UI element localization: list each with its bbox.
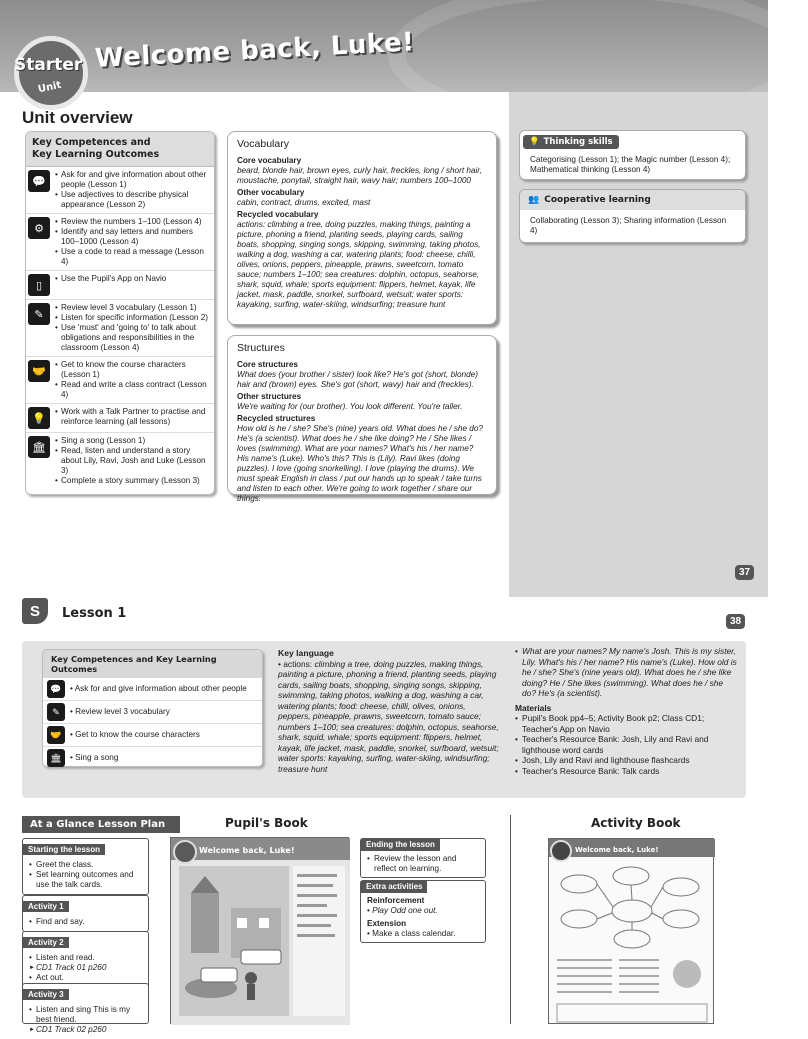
cooperative-learning-tag: 👥 Cooperative learning xyxy=(520,190,745,210)
kc-row xyxy=(26,271,214,300)
learn-icon: ✎ xyxy=(28,303,50,325)
unit-label: Unit xyxy=(37,79,63,96)
kc-outcome: • Complete a story summary (Lesson 3) xyxy=(55,476,212,486)
activity-book-title: Activity Book xyxy=(591,816,681,830)
pb-thumb-title: Welcome back, Luke! xyxy=(199,846,295,855)
material-item: • Teacher's Resource Bank: Talk cards xyxy=(515,766,737,777)
activity-book-thumbnail xyxy=(548,838,714,1024)
key-language-text: climbing a tree, doing puzzles, making things, painting a picture, phoning a friend, planting seeds, playing cards, sailing boats, shopping, singing songs, skipping, swimming, taking photos, walking a dog, washing a car, watering plants; food: cheese, chilli, olives, onions, peppers, pineapple, prawns, sweetcorn, tomato sauce; numbers 1–100; sea creatures: dolphin, octopus, seahorse, shark, squid, whale; sports equipment: flippers, helmet, kayak, life jacket, mask, paddle, snorkel, surfboard, wetsuit; water sports: kayaking, surfing, water-skiing, windsurfing; treasure hunt xyxy=(278,658,499,774)
kc-row xyxy=(26,404,214,433)
activity-3-box: Activity 3 • Listen and sing This is my best friend. ► CD1 Track 02 p260 xyxy=(22,983,149,1024)
lesson-kc-outcome: Get to know the course characters xyxy=(75,730,200,739)
ending-lesson-box: Ending the lesson • Review the lesson and reflect on learning. xyxy=(360,838,486,878)
page-number-37: 37 xyxy=(735,565,754,580)
kc-row xyxy=(26,357,214,404)
vocabulary-card: Vocabulary Core vocabulary beard, blonde hair, brown eyes, curly hair, freckles, long / short hair, moustache, ponytail, straight hair, wavy hair; numbers 100–1000 Other vocabulary cabin, contract, drums, excited, mast Recycled vocabulary actions: climbing a tree, doing puzzles, making things, painting a picture, phoning a friend, planting seeds, playing cards, sailing boats, shopping, singing songs, skipping, swimming, taking photos, walking a dog, washing a car, watering plants; food: cheese, chilli, olives, onions, peppers, pineapple, prawns, sweetcorn, tomato sauce; numbers 1–100; sea creatures: dolphin, octopus, seahorse, shark, squid, whale; sports equipment: flippers, helmet, kayak, life jacket, mask, paddle, snorkel, surfboard, wetsuit; water sports: kayaking, surfing, water-skiing, windsurfing; treasure hunt xyxy=(227,131,497,325)
recycled-structures: How old is he / she? She's (nine) years old. What does he / she do? He's (a scientist). What does he / she like doing? He / She likes / loves (swimming). What are your names? What's his / her name? His name's (Luke). Who's this? This is (Lily). Ravi likes (doing puzzles). I love (going snorkelling). I love (playing the drums). We must speak English in class / put our hands up to speak / take turns and listen to each other. We're going to work together / share our things. xyxy=(237,424,483,503)
kc-outcome: • Read and write a class contract (Lesson 4) xyxy=(55,380,212,400)
handshake-icon: 🤝 xyxy=(28,360,50,382)
kc-outcome: • Identify and say letters and numbers 100–1000 (Lesson 4) xyxy=(55,227,212,247)
lesson-title: Lesson 1 xyxy=(62,606,127,621)
kc-outcome: • Use a code to read a message (Lesson 4) xyxy=(55,247,212,267)
other-structures: We're waiting for (our brother). You look different. You're taller. xyxy=(237,402,463,411)
learn-icon: ✎ xyxy=(47,703,65,721)
core-structures: What does (your brother / sister) look like? He's got (short, blonde) hair and (brown) eyes. She's got (short, wavy) hair and (freckles). xyxy=(237,370,478,389)
lesson-materials-column xyxy=(515,646,737,776)
kc-outcome: • Ask for and give information about other people (Lesson 1) xyxy=(55,170,212,190)
activity-1-box: Activity 1 • Find and say. xyxy=(22,895,149,932)
activity-2-box: Activity 2 • Listen and read. ► CD1 Track 01 p260 • Act out. xyxy=(22,931,149,988)
kc-outcome: • Review the numbers 1–100 (Lesson 4) xyxy=(55,217,212,227)
material-item: • Pupil's Book pp4–5; Activity Book p2; Class CD1; Teacher's App on Navio xyxy=(515,713,737,734)
speech-bubble-icon: 💬 xyxy=(47,680,65,698)
kc-row xyxy=(26,300,214,357)
maths-gears-icon: ⚙ xyxy=(28,217,50,239)
other-vocabulary: cabin, contract, drums, excited, mast xyxy=(237,198,371,207)
museum-icon: 🏛 xyxy=(47,749,65,767)
key-language: Key language • actions: climbing a tree, doing puzzles, making things, painting a picture, phoning a friend, planting seeds, playing cards, sailing boats, shopping, singing songs, skipping, swimming, taking photos, walking a dog, washing a car, watering plants; food: cheese, chilli, olives, onions, peppers, pineapple, prawns, sweetcorn, tomato sauce; numbers 1–100; sea creatures: dolphin, octopus, seahorse, shark, squid, whale; sports equipment: flippers, helmet, kayak, life jacket, mask, paddle, snorkel, surfboard, wetsuit; water sports: kayaking, surfing, water-skiing, windsurfing; treasure hunt xyxy=(278,648,499,774)
handshake-icon: 🤝 xyxy=(47,726,65,744)
kc-row xyxy=(26,433,214,489)
thinking-skills-text: Categorising (Lesson 1); the Magic number (Lesson 4); Mathematical thinking (Lesson 4) xyxy=(530,155,731,174)
kc-outcome: • Use adjectives to describe physical appearance (Lesson 2) xyxy=(55,190,212,210)
lightbulb-icon: 💡 xyxy=(529,137,540,147)
tablet-icon: ▯ xyxy=(28,274,50,296)
structures-card: Structures Core structures What does (your brother / sister) look like? He's got (short, blonde) hair and (brown) eyes. She's got (short, wavy) hair and (freckles). Other structures We're waiting for (our brother). You look different. You're taller. Recycled structures How old is he / she? She's (nine) years old. What does he / she do? He's (a scientist). What does he / she like doing? He / She likes / loves (swimming). What are your names? What's his / her name? His name's (Luke). Who's this? This is (Lily). Ravi likes (doing puzzles). I love (going snorkelling). I love (playing the drums). We must speak English in class / put our hands up to speak / take turns and listen to each other. We're going to work together / share our things. xyxy=(227,335,497,495)
kc-outcome: • Use the Pupil's App on Navio xyxy=(55,274,166,284)
kc-row xyxy=(26,214,214,271)
material-item: • Josh, Lily and Ravi and lighthouse flashcards xyxy=(515,755,737,766)
lesson-kc-row: ✎ • Review level 3 vocabulary xyxy=(43,701,262,724)
cooperative-learning-box xyxy=(519,189,746,243)
key-language-structures: What are your names? My name's Josh. This is my sister, Lily. What's his / her name? His name's (Luke). How old is he / she? She's (nine years old). What does he / she like doing? He / She likes (swimming). What does he / she do? He's (a scientist). xyxy=(522,646,737,698)
kc-row xyxy=(26,167,214,214)
materials-heading: Materials xyxy=(515,702,552,713)
structures-title: Structures xyxy=(237,342,285,354)
museum-icon: 🏛 xyxy=(28,436,50,458)
lesson-kc-outcome: Ask for and give information about other people xyxy=(74,684,247,693)
thinking-skills-box xyxy=(519,130,746,180)
overview-heading: Unit overview xyxy=(22,108,133,127)
page-number-38: 38 xyxy=(726,614,745,629)
lesson-kc-box xyxy=(42,649,263,767)
extra-activities-box: Extra activities Reinforcement • Play Odd one out. Extension • Make a class calendar. xyxy=(360,880,486,943)
pupils-book-title: Pupil's Book xyxy=(225,816,308,830)
kc-outcome: • Listen for specific information (Lesson 2) xyxy=(55,313,212,323)
lesson-kc-row: 🤝 • Get to know the course characters xyxy=(43,724,262,747)
kc-outcome: • Work with a Talk Partner to practise and reinforce learning (all lessons) xyxy=(55,407,212,427)
kc-outcome: • Read, listen and understand a story about Lily, Ravi, Josh and Luke (Lesson 3) xyxy=(55,446,212,476)
lesson-kc-outcome: Review level 3 vocabulary xyxy=(75,707,170,716)
unit-title: Welcome back, Luke! xyxy=(94,27,416,74)
lesson-kc-outcome: Sing a song xyxy=(75,753,119,762)
kc-heading: Key Competences and Key Learning Outcomes xyxy=(26,132,214,167)
lesson-kc-row: 🏛 • Sing a song xyxy=(43,747,262,769)
lesson-kc-heading: Key Competences and Key Learning Outcomes xyxy=(43,650,262,678)
starter-label: Starter xyxy=(14,55,83,75)
pupils-book-thumbnail xyxy=(170,837,349,1024)
kc-outcome: • Sing a song (Lesson 1) xyxy=(55,436,212,446)
at-a-glance-title: At a Glance Lesson Plan xyxy=(22,816,180,833)
thinking-skills-tag: 💡 Thinking skills xyxy=(523,135,619,149)
vocabulary-title: Vocabulary xyxy=(237,138,289,150)
kc-outcome: • Get to know the course characters (Lesson 1) xyxy=(55,360,212,380)
core-vocabulary: beard, blonde hair, brown eyes, curly hair, freckles, long / short hair, moustache, ponytail, straight hair, wavy hair; numbers 100–1000 xyxy=(237,166,482,185)
cooperative-learning-text: Collaborating (Lesson 3); Sharing information (Lesson 4) xyxy=(530,216,727,235)
people-icon: 👥 xyxy=(528,195,540,205)
kc-outcome: • Use 'must' and 'going to' to talk about obligations and responsibilities in the classroom (Lesson 4) xyxy=(55,323,212,353)
lesson-badge: S xyxy=(22,598,48,624)
starting-lesson-box: Starting the lesson • Greet the class. • Set learning outcomes and use the talk cards. xyxy=(22,838,149,895)
recycled-vocabulary: actions: climbing a tree, doing puzzles, making things, painting a picture, phoning a friend, planting seeds, playing cards, sailing boats, shopping, singing songs, skipping, swimming, taking photos, walking a dog, washing a car, watering plants; food: cheese, chilli, olives, onions, peppers, pineapple, prawns, sweetcorn, tomato sauce; numbers 1–100; sea creatures: dolphin, octopus, seahorse, shark, squid, whale; sports equipment: flippers, helmet, kayak, life jacket, mask, paddle, snorkel, surfboard, wetsuit; water sports: kayaking, surfing, water-skiing, windsurfing; treasure hunt xyxy=(237,220,481,309)
ab-thumb-title: Welcome back, Luke! xyxy=(575,846,659,854)
column-divider xyxy=(510,815,511,1024)
lesson-kc-row: 💬 • Ask for and give information about other people xyxy=(43,678,262,701)
speech-bubble-icon: 💬 xyxy=(28,170,50,192)
key-competences-box xyxy=(25,131,215,495)
kc-outcome: • Review level 3 vocabulary (Lesson 1) xyxy=(55,303,212,313)
material-item: • Teacher's Resource Bank: Josh, Lily and Ravi and lighthouse word cards xyxy=(515,734,737,755)
lightbulb-icon: 💡 xyxy=(28,407,50,429)
